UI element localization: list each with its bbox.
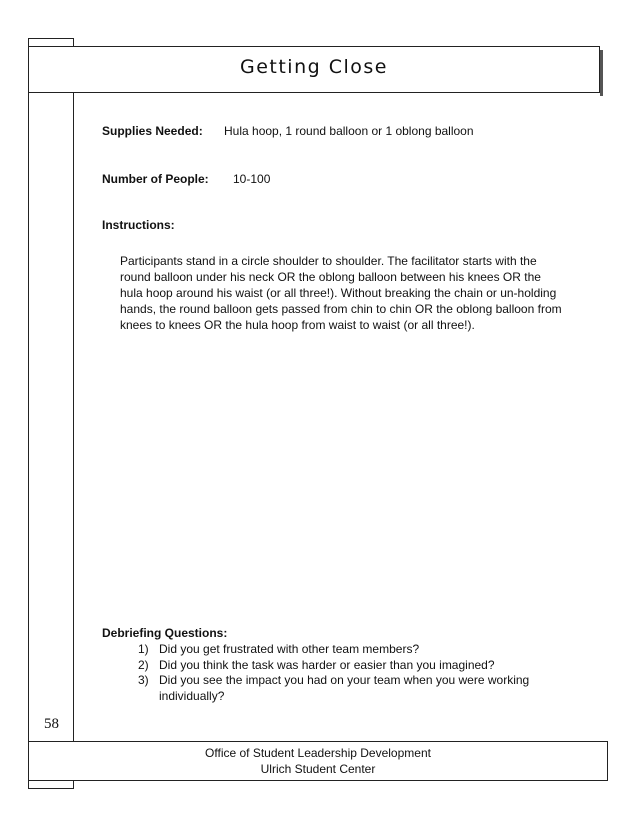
question-number: 1)	[138, 642, 149, 656]
page-side-rail	[28, 38, 74, 789]
list-item	[138, 673, 558, 704]
supplies-label: Supplies Needed:	[102, 124, 203, 138]
question-text: Did you see the impact you had on your team when you were working individually?	[159, 673, 530, 703]
people-value: 10-100	[233, 172, 271, 186]
instructions-line: knees to knees OR the hula hoop from waist to waist (or all three!).	[120, 318, 475, 332]
debriefing-questions-list	[138, 642, 558, 704]
page-number: 58	[44, 716, 59, 732]
list-item	[138, 642, 558, 658]
instructions-line: hands, the round balloon gets passed from chin to chin OR the oblong balloon from	[120, 302, 562, 316]
page-title: Getting Close	[240, 56, 388, 78]
instructions-text	[120, 253, 590, 333]
people-label: Number of People:	[102, 172, 209, 186]
footer-location: Ulrich Student Center	[260, 762, 376, 776]
title-banner	[28, 46, 600, 93]
instructions-line: hula hoop around his waist (or all three!). Without breaking the chain or un-holding	[120, 286, 557, 300]
instructions-line: Participants stand in a circle shoulder to shoulder. The facilitator starts with the	[120, 254, 537, 268]
question-text: Did you get frustrated with other team members?	[159, 642, 420, 656]
question-number: 2)	[138, 657, 149, 672]
footer-office: Office of Student Leadership Development	[205, 746, 431, 760]
debriefing-label: Debriefing Questions:	[102, 626, 228, 640]
list-item	[138, 658, 558, 674]
instructions-label: Instructions:	[102, 218, 175, 232]
supplies-value: Hula hoop, 1 round balloon or 1 oblong balloon	[224, 124, 474, 138]
question-text: Did you think the task was harder or easier than you imagined?	[159, 657, 495, 672]
instructions-line: round balloon under his neck OR the oblong balloon between his knees OR the	[120, 270, 541, 284]
footer-banner	[28, 741, 608, 781]
question-number: 3)	[138, 673, 149, 687]
